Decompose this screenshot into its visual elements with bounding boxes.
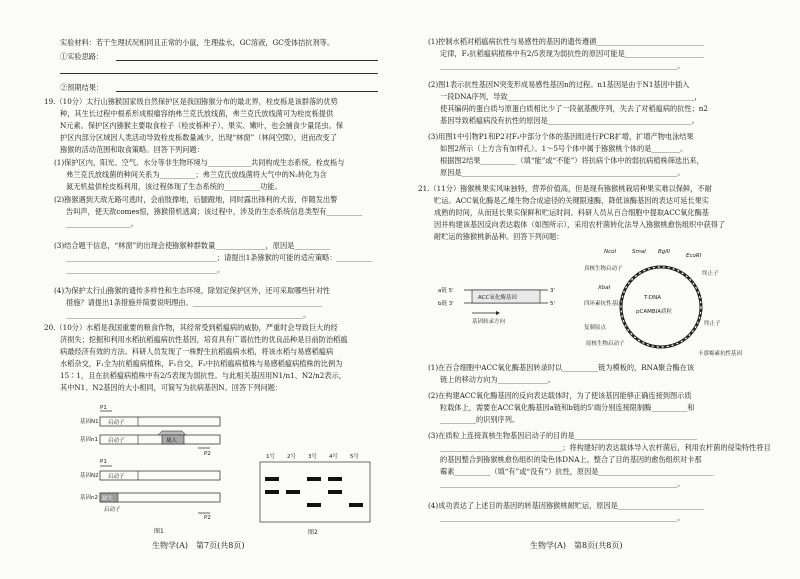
primer-p1-label: P1 [100,405,107,411]
deletion-label: 缺失 [102,496,114,502]
gel-band [349,503,363,507]
answer-line [60,73,378,74]
q20-line: 15∶1，且在抗稻瘟病植株中有2/5表现为弱抗性。与此相关基因用N1/n1、N2/n2表示， [60,371,346,380]
q21-cont-line: (1)在百合细胞中ACC氧化酶基因转录时以__________链为模板的，RNA聚合酶在该 [428,363,695,372]
lane-label: 1号 [266,454,275,460]
q19-line: 措施？请提出1条措施并简要说明理由。____________________________________ [66,298,323,307]
q20-line: 水稻杂交，F₁全为抗稻瘟病植株，F₁自交，F₂中抗稻瘟病植株与易感稻瘟病植株的比例为 [60,359,343,368]
q20-cont-line: 基因导致稻瘟病没有抗性的原因是________________________________________。 [440,116,699,125]
promoter-label: 启动子 [108,438,125,444]
q21-cont-line: 霉素__________（填“有”或“没有”）抗性，原因是________________________________ [440,467,714,476]
q20-cont-line: 根据图2结果__________（填“能”或“不能”）将抗病个体中的弱抗病植株筛选出来， [440,156,704,165]
figure-3-vector-diagram [436,245,776,365]
q20-line: 其中N1、N2基因的大小相同，可简写为抗病基因N。回答下列问题： [60,383,283,392]
q21-cont-line: __________________________________；将构建好的表达载体导入农杆菌后，利用农杆菌的侵染特性将目 [440,443,771,452]
q19-line: 告叫声，使天敌comes惊，猕猴借机逃离；该过程中，涉及的生态系统信息类型有__________ [66,207,363,216]
insert-region [158,431,186,435]
q20-line: 济损失；挖掘和利用水稻抗稻瘟病抗性基因，培育具有广谱抗性的优良品种是目前防治稻瘟 [60,335,348,344]
enzyme-label: XbaI [598,285,611,291]
gel-band [307,477,321,481]
promoter-label: 真核生物启动子 [584,266,623,272]
lane-label: 2号 [287,454,296,460]
gel-band [328,477,342,481]
primer-p2-label: P2 [204,515,211,521]
promoter-label: 启动子 [108,420,125,426]
primer-p1-label: P1 [100,459,107,465]
q21-line: 21.（11分）猕猴桃果实风味独特，营养价值高，但是现有猕猴桃栽培种果实难以保鲜，不耐 [418,184,712,193]
q21-cont-line: 的基因整合到猕猴桃愈伤组织的染色体DNA上。整合了目的基因的愈伤组织对卡那 [440,455,702,464]
promoter-label: 启动子 [104,507,121,513]
q20-cont-line: __________________________________________________________________。 [440,61,685,70]
q21-line: 成熟的时间，从而延长果实保鲜和贮运时间。科研人员从百合细胞中提取ACC氧化酶基 [434,208,709,217]
kan-label: 卡那霉素抗性基因 [698,351,743,357]
left-footer: 生物学(A) 第7页(共8页) [152,541,245,550]
q20-cont-line: 原因是____________________________________________________________。 [440,168,685,177]
tet-label: 四环素抗性基因 [584,301,623,307]
gel-band [307,503,321,507]
tdna-label: T-DNA [644,295,661,301]
q19-line: __________________。 [66,219,138,228]
q19-line: (4)为保护太行山猕猴的遗传多样性和生态环境，除划定保护区外，还可采取哪些针对性 [54,286,331,295]
enzyme-label: SmaI [632,249,646,255]
q19-line: (2)猕猴遇到天敌无路可逃时，会前肢撑地，后腿蹬地，同时露出锋利的犬齿，伴随发出警 [54,195,338,204]
q20-cont-line: (1)控制水稻对稻瘟病抗性与易感性的基因的遗传遵循______________________________ [428,37,705,46]
gene-n2-lower-label: 基因n2 [80,495,98,501]
q21-cont-line: __________________________________________________________________。 [440,479,685,488]
terminator-label: 终止子 [704,321,721,327]
enzyme-label: BglII [658,249,671,255]
right-page [400,0,800,579]
q21-line: 耐贮运的猕猴桃新品种。回答下列问题： [434,232,564,241]
figure-1-gene-diagram [78,403,238,538]
gel-band [265,477,279,481]
q20-cont-line: 一段DNA序列，导致____________________________________________________， [440,92,702,101]
result-label: ②预期结果： [60,83,104,92]
q20-cont-line: 使其编码的蛋白质与原蛋白质相比少了一段氨基酸序列，失去了对稻瘟病的抗性；n2 [440,104,708,113]
prokaryote-promoter-label: 原核生物启动子 [586,341,625,347]
q21-cont-line: (3)在质粒上连接真核生物基因启动子的目的是__________________________________ [428,431,697,440]
q21-cont-line: (4)成功表达了上述目的基因的转基因猕猴桃耐贮运，原因是________________________ [428,501,705,510]
right-footer: 生物学(A) 第8页(共8页) [530,541,623,550]
q19-line: 护区内部分区域因人类活动导致栓皮栎数量减少，出现“林窗”（林间空隙），进而改变了 [60,133,337,142]
gene-n1-lower-label: 基因n1 [80,437,98,443]
q19-line: __________________________________________；请提出1条猕猴的可能的适应策略：__________ [66,253,373,262]
q20-line: 20.（10分）水稻是我国重要的粮食作物，其经常受到稻瘟病的威胁，严重时会导致巨大的经 [44,323,338,332]
gene-n1-label: 基因N1 [80,419,99,425]
q19-line: 种，其生长过程中根系形成根瘤容纳弗兰克氏放线菌，弗兰克氏放线菌可为栓皮栎提供 [60,109,334,118]
q19-line: N元素。保护区内猕猴主要取食栓子（栓皮栎种子）、果实、嫩叶，也会捕食少量昆虫。保 [60,121,344,130]
acc-gene-label: ACC氧化酶基因 [478,295,517,301]
answer-line [116,91,378,92]
end-5-label: 5' [550,301,556,307]
q20-cont-line: (2)图1表示抗性基因N突变形成易感性基因n的过程。n1基因是由于N1基因中插入 [428,80,690,89]
q19-line: 猕猴的活动范围和取食策略。回答下列问题： [60,145,204,154]
lane-label: 3号 [308,454,317,460]
end-3-label: 3' [550,288,556,294]
figure-2-gel [258,452,373,538]
strand-b-label: b链 3' [438,301,454,307]
q20-cont-line: 如图2所示（上方含有加样孔）。1～5号个体中属于猕猴桃个体的是________。 [440,144,688,153]
q19-line: 氮无机盐供栓皮栎利用，该过程体现了生态系统的__________功能。 [66,182,282,191]
q20-cont-line: (3)用图1中引物P1和P2对F₂中部分个体的基因组进行PCR扩增，扩增产物电泳结果 [428,132,694,141]
q20-cont-line: 定律，F₂抗稻瘟病植株中有2/5表现为弱抗性的原因可能是______________________ [440,49,704,58]
q21-cont-line: __________________________________________________________________。 [440,513,685,522]
transcription-caption: 基因转录方向 [472,319,506,325]
primer-p2-label: P2 [204,451,211,457]
gel-band [328,490,342,494]
q19-line: 19.（10分）太行山猕猴国家级自然保护区是我国猕猴分布的最北界，栓皮栎是该群落的优势 [44,97,338,106]
q19-line: (3)结合题干信息，“林窗”的出现会使猕猴种群数量______________，原因是__________ [54,241,331,250]
gel-band [286,490,300,494]
intro-text: 实验材料：若干生理状况相同且正常的小鼠，生理盐水，GC溶液，GC受体拮抗剂等。 [60,38,335,47]
q21-cont-line: (2)在构建ACC氧化酶基因的反向表达载体时，为了使该基因能够正确连接到图示质 [428,391,692,400]
q21-cont-line: 链上的移动方向为______________。 [440,375,556,384]
lane-label: 5号 [350,454,359,460]
gene-n2-label: 基因N2 [80,473,99,479]
terminator-label: 终止子 [702,271,719,277]
q20-line: 病最经济有效的方法。科研人员发现了一株野生抗稻瘟病水稻，将该水稻与易感稻瘟病 [60,347,334,356]
q21-cont-line: __________的识别序列。 [440,415,520,424]
q19-line: 弗兰克氏放线菌的种间关系为__________；弗兰克氏放线菌将大气中的N₂转化为含 [66,170,327,179]
q19-line: __________________________________________。 [66,265,225,274]
insert-label: 插入 [166,438,178,444]
answer-line [116,60,378,61]
q21-line: 因并构建该基因反向表达载体（如图所示），采用农杆菌转化法导入猕猴桃愈伤组织中获得了 [434,220,726,229]
lane-label: 4号 [329,454,338,460]
design-label: ①实验思路： [60,52,104,61]
plasmid-label: pCAMBIA质粒 [636,309,672,315]
q21-cont-line: 粒载体上，需要在ACC氧化酶基因a链和b链的5'端分别连接限制酶__________和 [440,403,695,412]
figure-1-caption: 图1 [154,528,164,535]
q21-line: 贮运。ACC氧化酶是乙烯生物合成途径的关键限速酶，降低该酶基因的表达可延长果实 [434,196,709,205]
q19-line: (1)保护区内，阳光、空气、水分等非生物环境与____________共同构成生态系统。栓皮栎与 [54,158,345,167]
enzyme-label: EcoRI [686,253,702,259]
enzyme-label: NcoI [604,249,617,255]
strand-a-label: a链 5' [438,288,454,294]
gel-band [265,490,279,494]
q19-line: __________________________________________________________________。 [66,310,311,319]
ori-label: 复制原点 [584,325,607,331]
figure-2-caption: 图2 [308,529,318,536]
promoter-label: 启动子 [108,474,125,480]
